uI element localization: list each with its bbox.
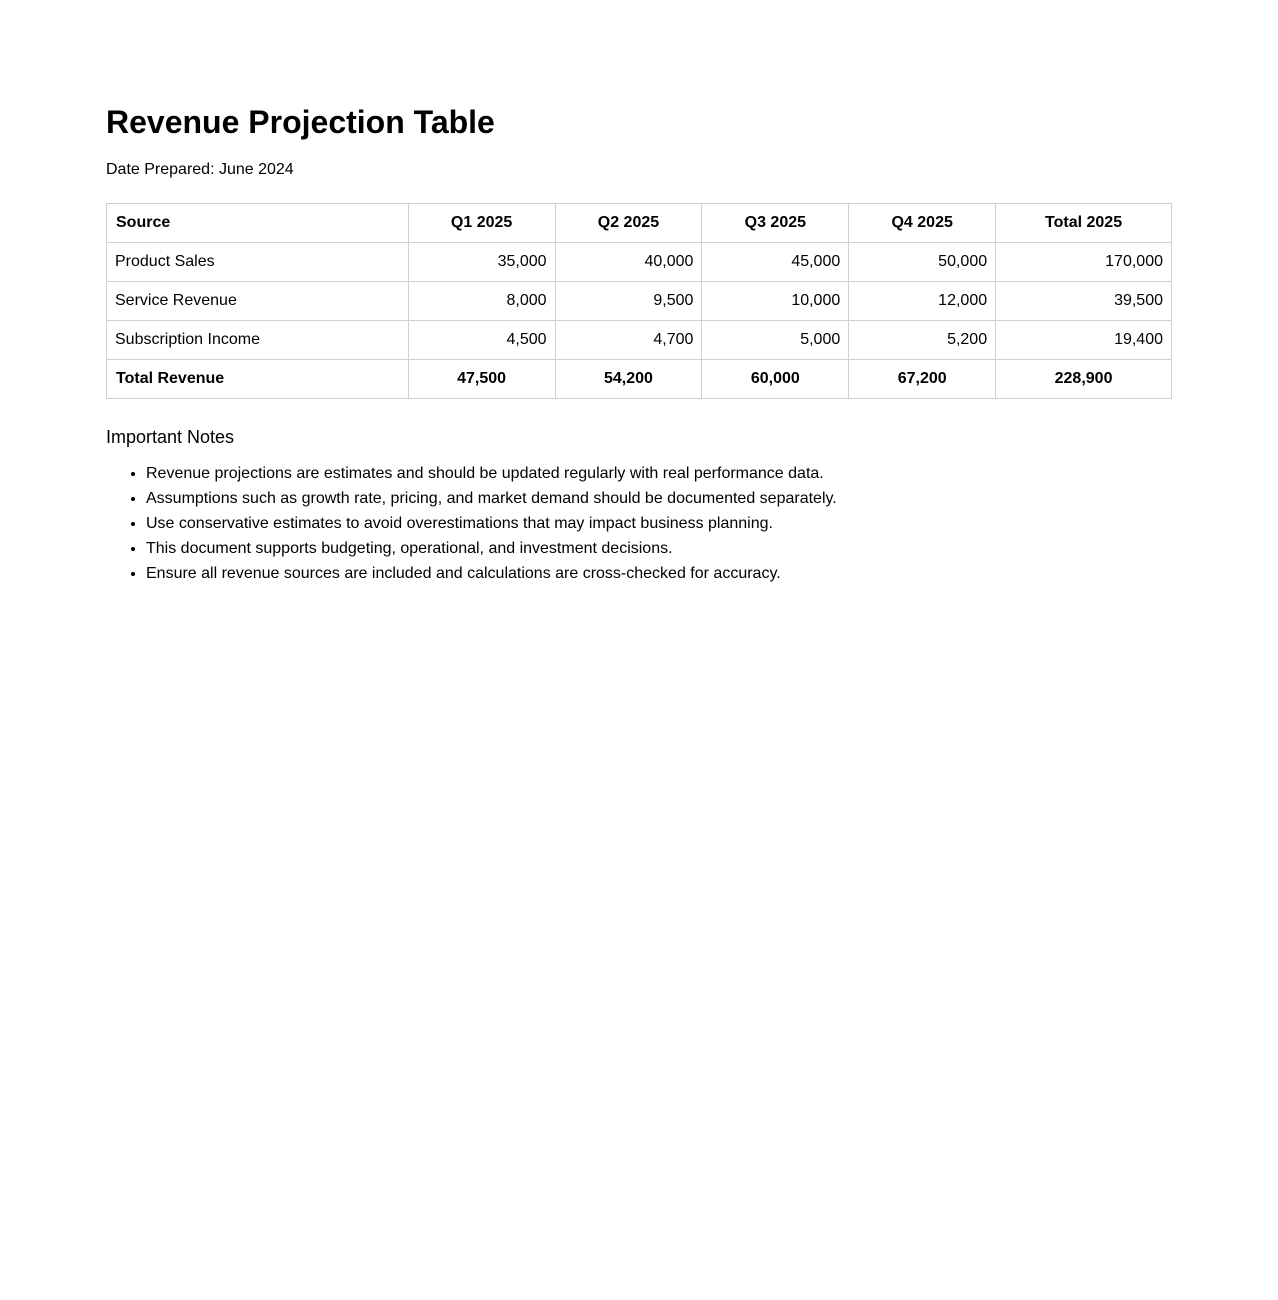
q1-cell: 8,000 <box>408 282 555 321</box>
q1-cell: 35,000 <box>408 243 555 282</box>
column-header-q4: Q4 2025 <box>849 204 996 243</box>
row-source-cell: Service Revenue <box>107 282 409 321</box>
q2-cell: 4,700 <box>555 321 702 360</box>
q4-cell: 12,000 <box>849 282 996 321</box>
q3-cell: 45,000 <box>702 243 849 282</box>
column-header-q2: Q2 2025 <box>555 204 702 243</box>
total-q2-cell: 54,200 <box>555 360 702 399</box>
total-cell: 19,400 <box>996 321 1172 360</box>
q2-cell: 9,500 <box>555 282 702 321</box>
total-cell: 39,500 <box>996 282 1172 321</box>
list-item: • Revenue projections are estimates and should be updated regularly with real performance data. <box>146 461 1172 486</box>
list-item: • Assumptions such as growth rate, pricing, and market demand should be documented separately. <box>146 486 1172 511</box>
column-header-q3: Q3 2025 <box>702 204 849 243</box>
q4-cell: 5,200 <box>849 321 996 360</box>
total-q3-cell: 60,000 <box>702 360 849 399</box>
row-source-cell: Product Sales <box>107 243 409 282</box>
row-source-cell: Subscription Income <box>107 321 409 360</box>
notes-list <box>106 461 1172 586</box>
column-header-q1: Q1 2025 <box>408 204 555 243</box>
q3-cell: 10,000 <box>702 282 849 321</box>
total-row-label: Total Revenue <box>107 360 409 399</box>
total-revenue-row <box>107 360 1172 399</box>
list-item: • This document supports budgeting, operational, and investment decisions. <box>146 536 1172 561</box>
column-header-source: Source <box>107 204 409 243</box>
page-title: Revenue Projection Table <box>106 104 495 140</box>
table-row <box>107 243 1172 282</box>
list-item: • Ensure all revenue sources are included and calculations are cross-checked for accuracy. <box>146 561 1172 586</box>
total-q4-cell: 67,200 <box>849 360 996 399</box>
table-header-row <box>107 204 1172 243</box>
date-prepared: Date Prepared: June 2024 <box>106 161 294 178</box>
q2-cell: 40,000 <box>555 243 702 282</box>
table-row <box>107 321 1172 360</box>
revenue-table <box>106 203 1172 399</box>
column-header-total: Total 2025 <box>996 204 1172 243</box>
document-page <box>0 0 1278 586</box>
q1-cell: 4,500 <box>408 321 555 360</box>
total-year-cell: 228,900 <box>996 360 1172 399</box>
q4-cell: 50,000 <box>849 243 996 282</box>
notes-heading: Important Notes <box>106 427 235 447</box>
q3-cell: 5,000 <box>702 321 849 360</box>
total-cell: 170,000 <box>996 243 1172 282</box>
list-item: • Use conservative estimates to avoid overestimations that may impact business planning. <box>146 511 1172 536</box>
total-q1-cell: 47,500 <box>408 360 555 399</box>
table-row <box>107 282 1172 321</box>
